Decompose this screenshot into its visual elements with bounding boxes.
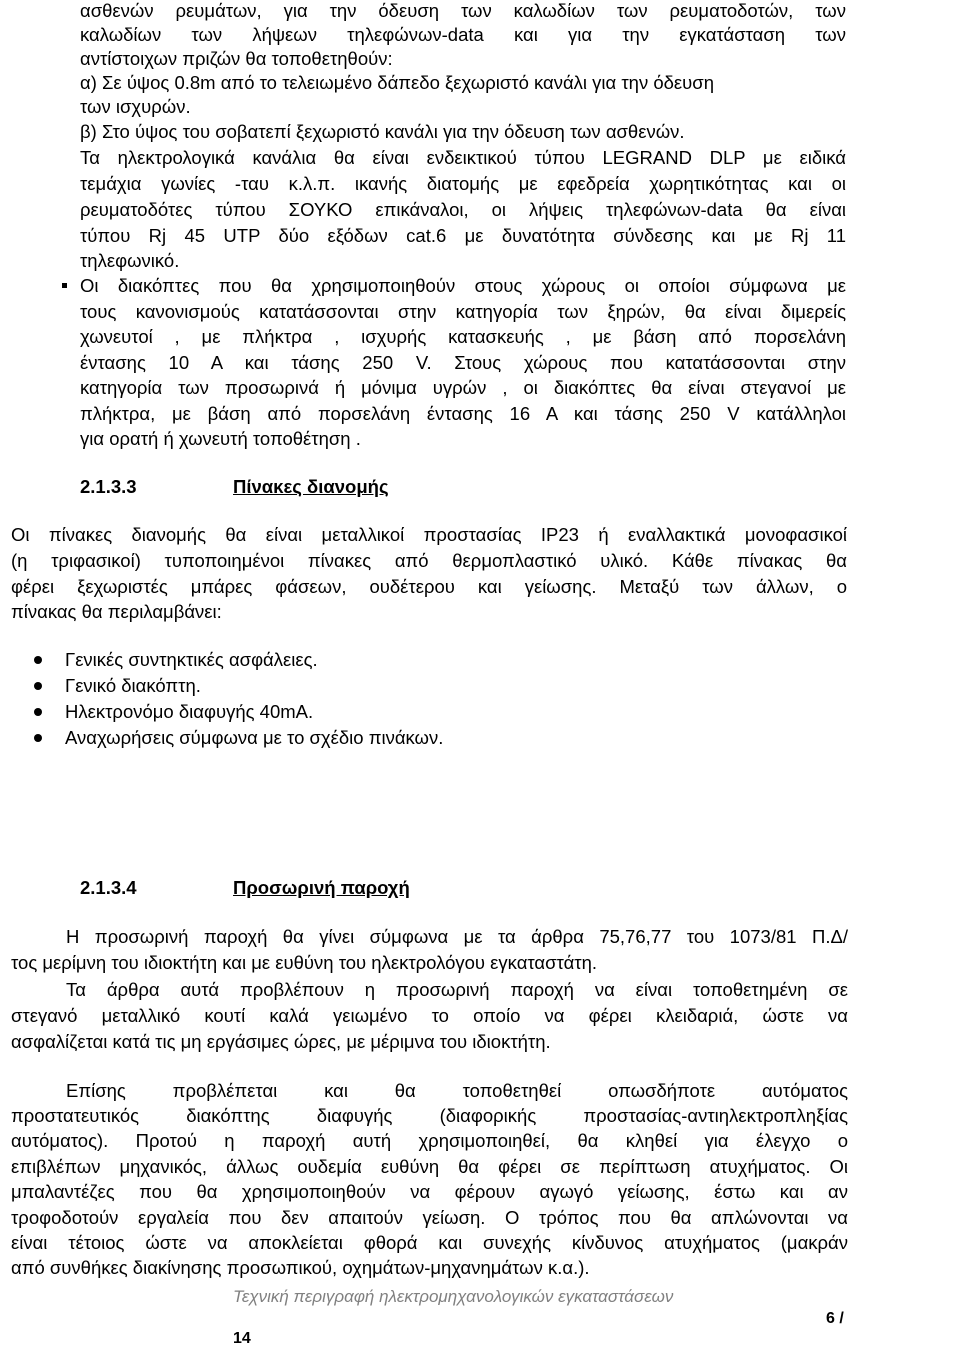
section-number: 2.1.3.3	[80, 476, 137, 497]
text-line: β) Στο ύψος του σοβατεπί ξεχωριστό κανάλι για την όδευση των ασθενών.	[80, 121, 685, 142]
text-line: ρευματοδότες τύπου ΣΟΥΚΟ επικάναλοι, οι λήψεις τηλεφώνων-data θα είναι	[80, 199, 846, 220]
text-line: των ισχυρών.	[80, 96, 191, 117]
bullet-icon	[34, 656, 42, 664]
text-line: τεμάχια γωνίες -ταυ κ.λ.π. ικανής διατομής με εφεδρεία χωρητικότητας και οι	[80, 173, 846, 194]
text-line: προστατευτικός διακόπτης διαφυγής (διαφορικής προστασίας-αντιηλεκτροπληξίας	[11, 1105, 848, 1126]
text-line: αυτόματος). Προτού η παροχή αυτή χρησιμοποιηθεί, θα κληθεί για έλεγχο ο	[11, 1130, 848, 1151]
bullet-icon	[34, 734, 42, 742]
text-line: α) Σε ύψος 0.8m από το τελειωμένο δάπεδο ξεχωριστό κανάλι για την όδευση	[80, 72, 715, 93]
text-line: τος μερίμνη του ιδιοκτήτη και με ευθύνη του ηλεκτρολόγου εγκαταστάτη.	[11, 952, 598, 973]
text-line: κατηγορία των προσωρινά ή μόνιμα υγρών , οι διακόπτες θα είναι στεγανοί με	[80, 377, 846, 398]
list-item: Ηλεκτρονόμο διαφυγής 40mA.	[65, 701, 314, 722]
text-line: έντασης 10 Α και τάσης 250 V. Στους χώρους που κατατάσσονται στην	[80, 352, 846, 373]
section-title: Προσωρινή παροχή	[233, 877, 410, 898]
page-number: 6 /	[826, 1310, 844, 1327]
bullet-icon	[34, 682, 42, 690]
square-bullet-icon	[62, 283, 67, 288]
text-line: πίνακας θα περιλαμβάνει:	[11, 601, 222, 622]
section-title: Πίνακες διανομής	[233, 476, 389, 497]
list-item: Αναχωρήσεις σύμφωνα με το σχέδιο πινάκων.	[65, 727, 444, 748]
text-line: (η τριφασικοί) τυποποιημένοι πίνακες από θερμοπλαστικό υλικό. Κάθε πίνακας θα	[11, 550, 847, 571]
text-line: φέρει ξεχωριστές μπάρες φάσεων, ουδέτερου και γείωσης. Μεταξύ των άλλων, ο	[11, 576, 847, 597]
text-line: ασφαλίζεται κατά τις μη εργάσιμες ώρες, με μέριμνα του ιδιοκτήτη.	[11, 1031, 551, 1052]
text-line: μπαλαντέζες που θα χρησιμοποιηθούν να φέρουν αγωγό γείωσης, έστω και αν	[11, 1181, 848, 1202]
text-line: Τα ηλεκτρολογικά κανάλια θα είναι ενδεικτικού τύπου LEGRAND DLP με ειδικά	[80, 147, 846, 168]
text-line: ασθενών ρευμάτων, για την όδευση των καλωδίων των ρευματοδοτών, των	[80, 0, 846, 21]
text-line: Οι διακόπτες που θα χρησιμοποιηθούν στους χώρους οι οποίοι σύμφωνα με	[80, 275, 846, 296]
text-line: τους κανονισμούς κατατάσσονται στην κατηγορία των ξηρών, θα είναι διμερείς	[80, 301, 846, 322]
text-line: αντίστοιχων πριζών θα τοποθετηθούν:	[80, 48, 393, 69]
text-line: χωνευτοί , με πλήκτρα , ισχυρής κατασκευής , με βάση από πορσελάνη	[80, 326, 846, 347]
text-line: στεγανό μεταλλικό κουτί καλά γειωμένο το οποίο να φέρει κλειδαριά, ώστε να	[11, 1005, 848, 1026]
text-line: πλήκτρα, με βάση από πορσελάνη έντασης 16 Α και τάσης 250 V κατάλληλοι	[80, 403, 846, 424]
text-line: τύπου Rj 45 UTP δύο εξόδων cat.6 με δυνατότητα σύνδεσης και με Rj 11	[80, 225, 846, 246]
text-line: τηλεφωνικό.	[80, 250, 180, 271]
text-line: για ορατή ή χωνευτή τοποθέτηση .	[80, 428, 361, 449]
page-total: 14	[233, 1330, 251, 1347]
footer-title: Τεχνική περιγραφή ηλεκτρομηχανολογικών εγκαταστάσεων	[233, 1287, 674, 1306]
text-line: είναι τέτοιος ώστε να αποκλείεται φθορά και συνεχής κίνδυνος ατυχήματος (μακράν	[11, 1232, 848, 1253]
text-line: τροφοδοτούν εργαλεία που δεν απαιτούν γείωση. Ο τρόπος που θα απλώνονται να	[11, 1207, 848, 1228]
bullet-icon	[34, 708, 42, 716]
text-line: Η προσωρινή παροχή θα γίνει σύμφωνα με τα άρθρα 75,76,77 του 1073/81 Π.Δ/	[66, 926, 848, 947]
list-item: Γενικές συντηκτικές ασφάλειες.	[65, 649, 318, 670]
section-number: 2.1.3.4	[80, 877, 137, 898]
text-line: Τα άρθρα αυτά προβλέπουν η προσωρινή παροχή να είναι τοποθετημένη σε	[66, 979, 848, 1000]
text-line: επιβλέπων μηχανικός, άλλως ουδεμία ευθύνη θα φέρει σε περίπτωση ατυχήματος. Οι	[11, 1156, 848, 1177]
text-line: καλωδίων των λήψεων τηλεφώνων-data και για την εγκατάσταση των	[80, 24, 846, 45]
list-item: Γενικό διακόπτη.	[65, 675, 201, 696]
text-line: από συνθήκες διακίνησης προσωπικού, οχημάτων-μηχανημάτων κ.α.).	[11, 1257, 590, 1278]
text-line: Οι πίνακες διανομής θα είναι μεταλλικοί προστασίας IP23 ή εναλλακτικά μονοφασικοί	[11, 524, 847, 545]
text-line: Επίσης προβλέπεται και θα τοποθετηθεί οπωσδήποτε αυτόματος	[66, 1080, 848, 1101]
